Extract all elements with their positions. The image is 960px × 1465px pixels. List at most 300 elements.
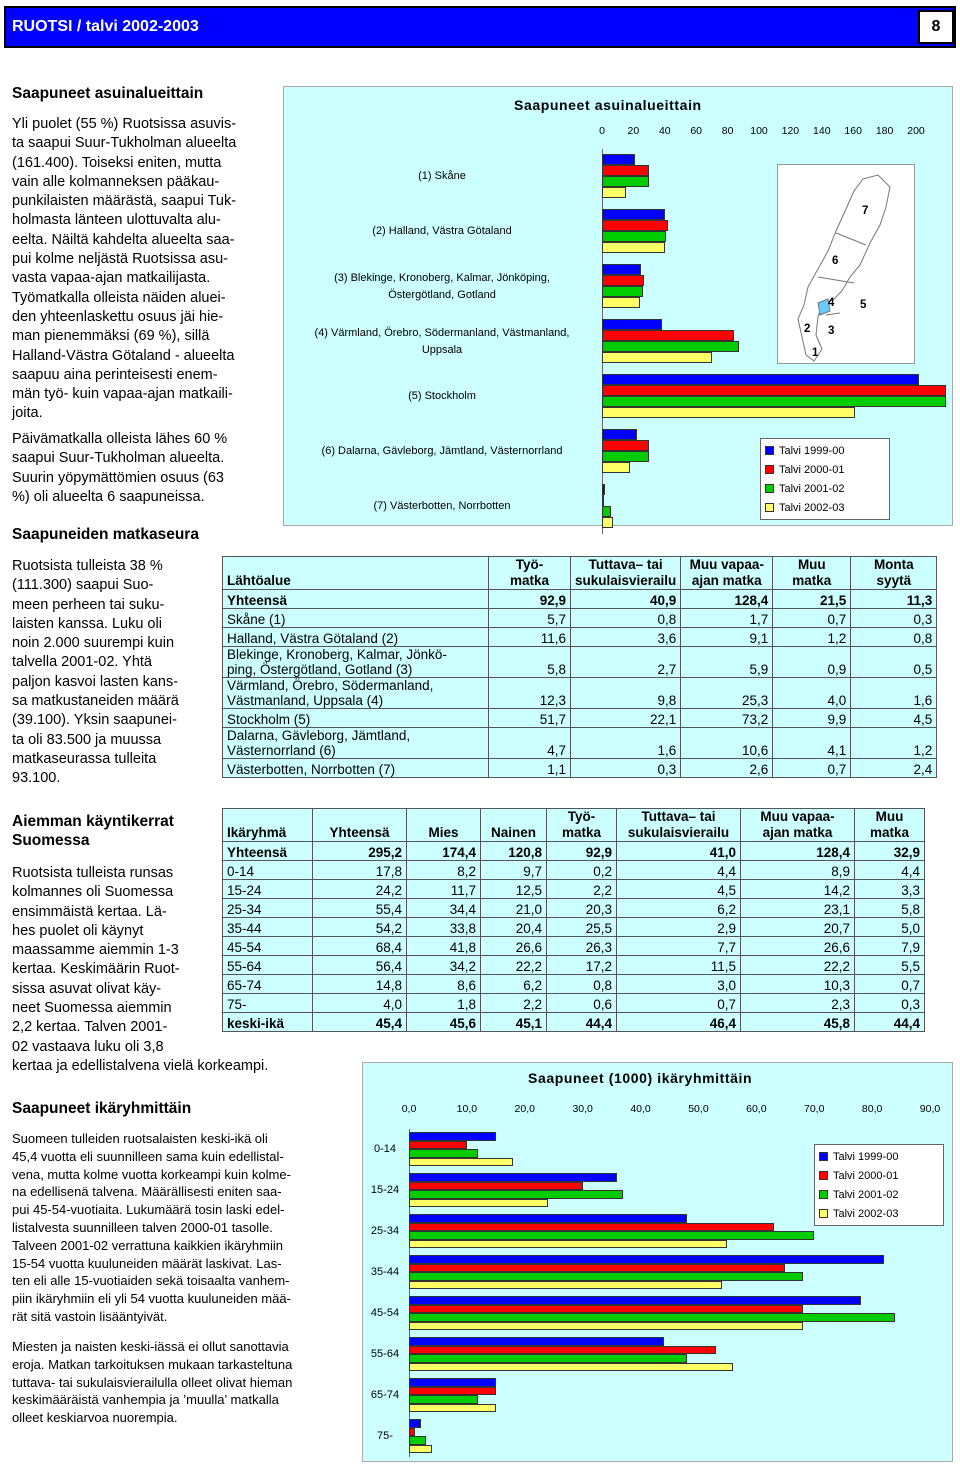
text-line: (111.300) saapui Suo- (12, 577, 154, 594)
text-line: olleet keskiarvoa nuorempia. (12, 1410, 178, 1426)
table-cell: 1,7 (681, 609, 773, 628)
bar-2-2 (409, 1182, 583, 1191)
sweden-region-map (777, 164, 915, 364)
table-row (223, 956, 925, 975)
text-line: listalvesta suunnilleen talven 2000-01 tasolle. (12, 1219, 273, 1235)
bar-2-4 (602, 330, 734, 341)
row-label-line: Yhteensä (227, 593, 288, 608)
bar-3-3 (409, 1231, 814, 1240)
bar-2-6 (409, 1346, 716, 1355)
table-cell: 68,4 (313, 937, 407, 956)
bar-4-3 (409, 1240, 727, 1249)
table-cell: 1,6 (571, 728, 681, 759)
category-label (365, 1305, 405, 1322)
table-cell: 0,9 (773, 647, 851, 678)
col-header-line: ajan matka (691, 573, 762, 588)
bar-4-7 (602, 517, 613, 528)
bar-4-5 (602, 407, 855, 418)
bar-4-7 (409, 1404, 496, 1413)
table-cell: 2,3 (741, 994, 855, 1013)
table-cell: 10,6 (681, 728, 773, 759)
bar-2-5 (409, 1305, 803, 1314)
table-cell: 1,2 (851, 728, 937, 759)
row-label-line: Blekinge, Kronoberg, Kalmar, Jönkö- (227, 647, 447, 662)
section-text-matkaseura (12, 557, 212, 789)
table-cell: 7,7 (617, 937, 741, 956)
text-line: kolmannes oli Suomessa (12, 884, 174, 901)
legend-swatch (819, 1190, 828, 1199)
row-label: 0-14 (223, 861, 313, 880)
bar-3-6 (409, 1354, 687, 1363)
table-cell: 0,3 (855, 994, 925, 1013)
bar-3-1 (602, 176, 649, 187)
table-cell: 4,5 (851, 709, 937, 728)
legend-swatch (765, 503, 774, 512)
bar-1-3 (602, 264, 641, 275)
table-cell: 5,8 (489, 647, 571, 678)
table-cell: 295,2 (313, 842, 407, 861)
text-line: noin 2.000 suurempi kuin (12, 635, 175, 652)
category-label (286, 443, 598, 460)
bar-1-1 (409, 1132, 496, 1141)
table-row (223, 861, 925, 880)
table-cell: 12,3 (489, 678, 571, 709)
table-cell: 20,7 (741, 918, 855, 937)
x-tick-label: 100 (750, 125, 768, 137)
col-header-line: sukulaisvierailu (575, 573, 677, 588)
legend-swatch (819, 1171, 828, 1180)
row-label (223, 728, 489, 759)
x-tick-label: 200 (907, 125, 925, 137)
text-line: saapui Suur-Tukholman alueelta. (12, 450, 225, 467)
table-cell: 4,1 (773, 728, 851, 759)
legend-item (819, 1204, 939, 1223)
table-cell: 9,9 (773, 709, 851, 728)
table-cell: 1,2 (773, 628, 851, 647)
category-label-line: 0-14 (373, 1143, 397, 1155)
table-row (223, 590, 937, 609)
bar-3-8 (409, 1436, 426, 1445)
bar-1-4 (602, 319, 662, 330)
x-tick-label: 30,0 (572, 1103, 593, 1115)
bar-3-7 (602, 506, 611, 517)
text-line: 45,4 vuotta eli suunnilleen sama kuin edellistal- (12, 1148, 284, 1164)
text-line: Ruotsista tulleista 38 % (12, 558, 163, 574)
table-cell: 4,7 (489, 728, 571, 759)
bar-4-1 (409, 1158, 513, 1167)
text-line: punkilaisten määrästä, saapui Tuk- (12, 193, 237, 210)
text-line: sa matkustaneiden määrä (12, 693, 179, 710)
row-label: 55-64 (223, 956, 313, 975)
bar-2-1 (409, 1141, 467, 1150)
text-line: saapuu aina perinteisesti enem- (12, 366, 218, 383)
category-label (286, 168, 598, 185)
col-header-line: matka (869, 825, 910, 840)
legend-item (765, 460, 885, 479)
table-cell: 56,4 (313, 956, 407, 975)
x-tick-label: 60,0 (746, 1103, 767, 1115)
heading-line: Suomessa (12, 832, 90, 849)
table-cell: 4,4 (617, 861, 741, 880)
map-label-6: 6 (832, 255, 839, 267)
legend-item (765, 479, 885, 498)
table-cell: 2,6 (681, 759, 773, 778)
row-label: 15-24 (223, 880, 313, 899)
table-cell: 10,3 (741, 975, 855, 994)
category-label-line: (5) Stockholm (408, 390, 476, 402)
col-header (741, 809, 855, 842)
row-label-line: Värmland, Örebro, Södermanland, (227, 678, 434, 693)
text-line: vena, mutta kolme vuotta korkeampi kuin kolme- (12, 1166, 291, 1182)
text-line: piin ikäryhmiin eli yli 54 vuotta kuuluneiden mää- (12, 1291, 291, 1307)
text-line: Yli puolet (55 %) Ruotsissa asuvis- (12, 116, 237, 132)
row-label-line: Västernorrland (6) (227, 743, 336, 758)
legend-swatch (765, 446, 774, 455)
bar-2-7 (602, 495, 604, 506)
chart-age-panel (362, 1062, 953, 1462)
row-label: 45-54 (223, 937, 313, 956)
text-line: (39.100). Yksin saapunei- (12, 712, 177, 729)
table-cell: 174,4 (407, 842, 481, 861)
row-label-line: Västmanland, Uppsala (4) (227, 693, 384, 708)
bar-1-2 (602, 209, 665, 220)
col-header (617, 809, 741, 842)
table-cell: 4,4 (855, 861, 925, 880)
table-cell: 92,9 (489, 590, 571, 609)
col-header (489, 557, 571, 590)
text-line: Suurin yöpymättömien osuus (63 (12, 469, 224, 486)
table-cell: 4,0 (773, 678, 851, 709)
bar-3-4 (602, 341, 739, 352)
legend-item (765, 441, 885, 460)
table-row (223, 678, 937, 709)
legend-item (765, 498, 885, 517)
section-heading-asuinalueittain: Saapuneet asuinalueittain (12, 85, 204, 102)
bar-1-5 (409, 1296, 861, 1305)
table-cell: 33,8 (407, 918, 481, 937)
category-label-line: (1) Skåne (418, 170, 466, 182)
table-cell: 3,3 (855, 880, 925, 899)
category-label (286, 270, 598, 304)
table-cell: 45,6 (407, 1013, 481, 1032)
table-cell: 26,6 (741, 937, 855, 956)
table-cell: 21,5 (773, 590, 851, 609)
heading-line: Aiemman käyntikerrat (12, 813, 174, 830)
category-label-line: Uppsala (421, 343, 463, 356)
bar-2-6 (602, 440, 649, 451)
bar-2-2 (602, 220, 668, 231)
x-tick-label: 140 (813, 125, 831, 137)
table-cell: 5,8 (855, 899, 925, 918)
table-cell: 11,7 (407, 880, 481, 899)
bar-1-7 (602, 484, 605, 495)
table-cell: 0,8 (547, 975, 617, 994)
text-line: 2,2 kertaa. Talven 2001- (12, 1019, 168, 1036)
text-line: Työmatkalla olleista näiden aluei- (12, 289, 226, 306)
text-line: rät sitä vastoin lisääntyivät. (12, 1308, 168, 1324)
bar-2-1 (602, 165, 649, 176)
table-cell: 5,0 (855, 918, 925, 937)
table-cell: 0,3 (571, 759, 681, 778)
text-line: joita. (12, 405, 43, 422)
text-line: Ruotsista tulleista runsas (12, 865, 174, 881)
bar-4-1 (602, 187, 626, 198)
chart-legend (760, 438, 890, 520)
text-line: hes puolet oli käynyt (12, 922, 144, 939)
text-line: keskimääräistä vanhempia ja ’muulla’ matkalla (12, 1392, 279, 1408)
row-label (223, 759, 489, 778)
col-header-line: Tuttava– tai (641, 809, 716, 824)
text-line: (161.400). Toiseksi eniten, mutta (12, 154, 222, 171)
table-cell: 3,0 (617, 975, 741, 994)
bar-3-2 (602, 231, 666, 242)
legend-label: Talvi 1999-00 (833, 1150, 899, 1163)
bar-1-1 (602, 154, 635, 165)
row-label: keski-ikä (223, 1013, 313, 1032)
map-label-7: 7 (862, 205, 869, 217)
bar-4-4 (602, 352, 712, 363)
col-header-line: Muu (875, 809, 904, 824)
legend-swatch (819, 1152, 828, 1161)
category-label-line: 35-44 (370, 1266, 400, 1278)
table-cell: 17,2 (547, 956, 617, 975)
table-cell: 0,8 (571, 609, 681, 628)
x-tick-label: 40 (658, 125, 671, 137)
map-label-2: 2 (804, 323, 811, 335)
section-text-ikaryhmittain (12, 1130, 357, 1326)
table-cell: 128,4 (681, 590, 773, 609)
table-cell: 6,2 (617, 899, 741, 918)
col-header (571, 557, 681, 590)
x-tick-label: 90,0 (919, 1103, 941, 1115)
bar-3-7 (409, 1395, 478, 1404)
map-label-1: 1 (812, 347, 819, 359)
text-line: %) oli alueelta 6 saapuneissa. (12, 488, 205, 505)
col-header-line: matka (792, 573, 832, 588)
table-cell: 20,4 (481, 918, 547, 937)
table-cell: 1,8 (407, 994, 481, 1013)
table-row (223, 937, 925, 956)
row-label: 35-44 (223, 918, 313, 937)
table-cell: 45,1 (481, 1013, 547, 1032)
map-label-3: 3 (828, 325, 835, 337)
x-tick-label: 10,0 (456, 1103, 478, 1115)
table-cell: 41,0 (617, 842, 741, 861)
text-line: Päivämatkalla olleista lähes 60 % (12, 431, 228, 447)
col-header: Ikäryhmä (223, 809, 313, 842)
legend-label: Talvi 2000-01 (779, 463, 845, 476)
section-heading-ikaryhmittain: Saapuneet ikäryhmittäin (12, 1100, 192, 1117)
text-line: sissa asuvat olivat käy- (12, 980, 162, 997)
bar-3-5 (602, 396, 946, 407)
section-text-paivamatka (12, 430, 277, 507)
bar-2-4 (409, 1264, 785, 1273)
row-label (223, 609, 489, 628)
table-cell: 32,9 (855, 842, 925, 861)
col-header (773, 557, 851, 590)
x-tick-label: 0 (599, 125, 605, 137)
table-cell: 26,6 (481, 937, 547, 956)
text-line: tuttava- tai sukulaisvierailulla olleet olivat hieman (12, 1374, 293, 1390)
col-header (681, 557, 773, 590)
page-header-banner (4, 6, 956, 48)
table-row (223, 994, 925, 1013)
text-line: vain alle kolmanneksen pääkau- (12, 173, 220, 190)
text-line: den yhteenlaskettu osuus jäi hie- (12, 308, 224, 325)
table-cell: 3,6 (571, 628, 681, 647)
col-header-line: ajan matka (762, 825, 833, 840)
table-cell: 0,3 (851, 609, 937, 628)
category-label (365, 1141, 405, 1158)
col-header-line: Muu vapaa- (760, 809, 835, 824)
col-header-line: matka (561, 825, 602, 840)
bar-1-6 (409, 1337, 664, 1346)
text-line: Miesten ja naisten keski-iässä ei ollut sanottavia (12, 1339, 289, 1354)
table-cell: 0,7 (773, 759, 851, 778)
table-cell: 6,2 (481, 975, 547, 994)
row-label-line: Dalarna, Gävleborg, Jämtland, (227, 728, 411, 743)
col-header-line: Monta (873, 557, 914, 572)
text-line: na edellisenä talvena. Määrällisesti eniten saa- (12, 1184, 282, 1200)
text-line: talvella 2001-02. Yhtä (12, 654, 153, 671)
x-tick-label: 40,0 (630, 1103, 651, 1115)
category-label-line: 55-64 (370, 1348, 400, 1360)
col-header-line: syytä (876, 573, 912, 588)
bar-3-4 (409, 1272, 803, 1281)
legend-label: Talvi 2001-02 (833, 1188, 899, 1201)
category-label-line: (4) Värmland, Örebro, Södermanland, Västmanland, (314, 326, 570, 339)
x-tick-label: 50,0 (688, 1103, 709, 1115)
section-heading-kayntikerrat (12, 812, 174, 850)
text-line: vasta vapaa-ajan matkailijasta. (12, 270, 211, 287)
table-cell: 22,2 (741, 956, 855, 975)
section-heading-matkaseura: Saapuneiden matkaseura (12, 526, 199, 543)
table-cell: 0,6 (547, 994, 617, 1013)
col-header-line: sukulaisvierailu (627, 825, 730, 840)
table-cell: 5,9 (681, 647, 773, 678)
text-line: meen perheen tai suku- (12, 596, 165, 613)
category-label (365, 1264, 405, 1281)
text-line: 15-54 vuotta kuuluneiden määrät laskivat. Las- (12, 1255, 282, 1271)
table-cell: 0,7 (617, 994, 741, 1013)
chart-title: Saapuneet (1000) ikäryhmittäin (528, 1070, 753, 1086)
table-row (223, 759, 937, 778)
row-label-line: Västerbotten, Norrbotten (7) (227, 762, 396, 777)
table-lahtoalue-grid (222, 556, 937, 778)
x-tick-label: 80 (721, 125, 734, 137)
table-row (223, 1013, 925, 1032)
legend-label: Talvi 2002-03 (833, 1207, 899, 1220)
row-label: Yhteensä (223, 842, 313, 861)
row-label (223, 628, 489, 647)
col-header: Yhteensä (313, 809, 407, 842)
table-cell: 2,2 (481, 994, 547, 1013)
legend-label: Talvi 2002-03 (779, 501, 845, 514)
text-line: laisten kanssa. Luku oli (12, 615, 162, 632)
table-cell: 0,5 (851, 647, 937, 678)
x-tick-label: 180 (875, 125, 894, 137)
col-header-line: Muu (797, 557, 826, 572)
table-cell: 12,5 (481, 880, 547, 899)
section-text-asuinalueittain (12, 115, 277, 424)
category-label-line: (7) Västerbotten, Norrbotten (373, 500, 511, 512)
table-cell: 92,9 (547, 842, 617, 861)
table-row (223, 728, 937, 759)
category-label-line: 65-74 (370, 1389, 400, 1401)
table-cell: 14,2 (741, 880, 855, 899)
table-cell: 54,2 (313, 918, 407, 937)
x-tick-label: 0,0 (401, 1103, 417, 1115)
col-header-line: Muu vapaa- (689, 557, 764, 572)
table-cell: 22,1 (571, 709, 681, 728)
legend-item (819, 1147, 939, 1166)
x-tick-label: 20 (627, 125, 640, 137)
row-label (223, 647, 489, 678)
text-line: ten eli alle 15-vuotiaiden sekä toisaalta vanhem- (12, 1273, 290, 1289)
category-label (286, 388, 598, 405)
row-label (223, 678, 489, 709)
bar-4-8 (409, 1445, 432, 1454)
col-header: Lähtöalue (223, 557, 489, 590)
table-row (223, 647, 937, 678)
table-cell: 128,4 (741, 842, 855, 861)
table-row (223, 899, 925, 918)
col-header-line: matka (509, 573, 550, 588)
text-line: eroja. Matkan tarkoituksen mukaan tarkasteltuna (12, 1356, 293, 1372)
legend-label: Talvi 2001-02 (779, 482, 845, 495)
category-label (365, 1387, 405, 1404)
table-row (223, 880, 925, 899)
table-cell: 0,7 (773, 609, 851, 628)
text-line: Halland-Västra Götaland - alueelta (12, 347, 235, 364)
row-label: 65-74 (223, 975, 313, 994)
col-header (855, 809, 925, 842)
bar-4-4 (409, 1281, 722, 1290)
legend-label: Talvi 1999-00 (779, 444, 845, 457)
bar-2-3 (602, 275, 644, 286)
text-line: pui kolme neljästä Ruotsissa asu- (12, 251, 228, 268)
text-line: ta oli 83.500 ja muussa (12, 731, 162, 748)
category-label-line: (6) Dalarna, Gävleborg, Jämtland, Västernorrland (321, 445, 563, 457)
section-text-keski-ika (12, 1338, 357, 1427)
page-number: 8 (918, 10, 954, 44)
category-label-line: 15-24 (370, 1184, 400, 1196)
table-row (223, 709, 937, 728)
table-ikaryhma-grid (222, 808, 925, 1032)
table-cell: 9,7 (481, 861, 547, 880)
table-cell: 25,5 (547, 918, 617, 937)
table-cell: 21,0 (481, 899, 547, 918)
table-row (223, 918, 925, 937)
col-header: Mies (407, 809, 481, 842)
text-line: Talveen 2001-02 verrattuna kaikkien ikäryhmiin (12, 1237, 283, 1253)
text-line: kertaa. Keskimäärin Ruot- (12, 961, 180, 978)
text-line: kertaa ja edellistalvena vielä korkeampi. (12, 1057, 269, 1074)
table-row (223, 609, 937, 628)
text-line: ensimmäistä kertaa. Lä- (12, 903, 167, 920)
page-header-title: RUOTSI / talvi 2002-2003 (12, 18, 199, 35)
table-cell: 2,7 (571, 647, 681, 678)
text-line: 02 vastaava luku oli 3,8 (12, 1038, 164, 1055)
bar-3-3 (602, 286, 643, 297)
table-cell: 8,9 (741, 861, 855, 880)
row-label-line: Halland, Västra Götaland (2) (227, 631, 399, 646)
category-label (365, 1428, 405, 1445)
table-cell: 24,2 (313, 880, 407, 899)
bar-1-5 (602, 374, 919, 385)
row-label-line: Skåne (1) (227, 612, 286, 627)
table-cell: 1,1 (489, 759, 571, 778)
